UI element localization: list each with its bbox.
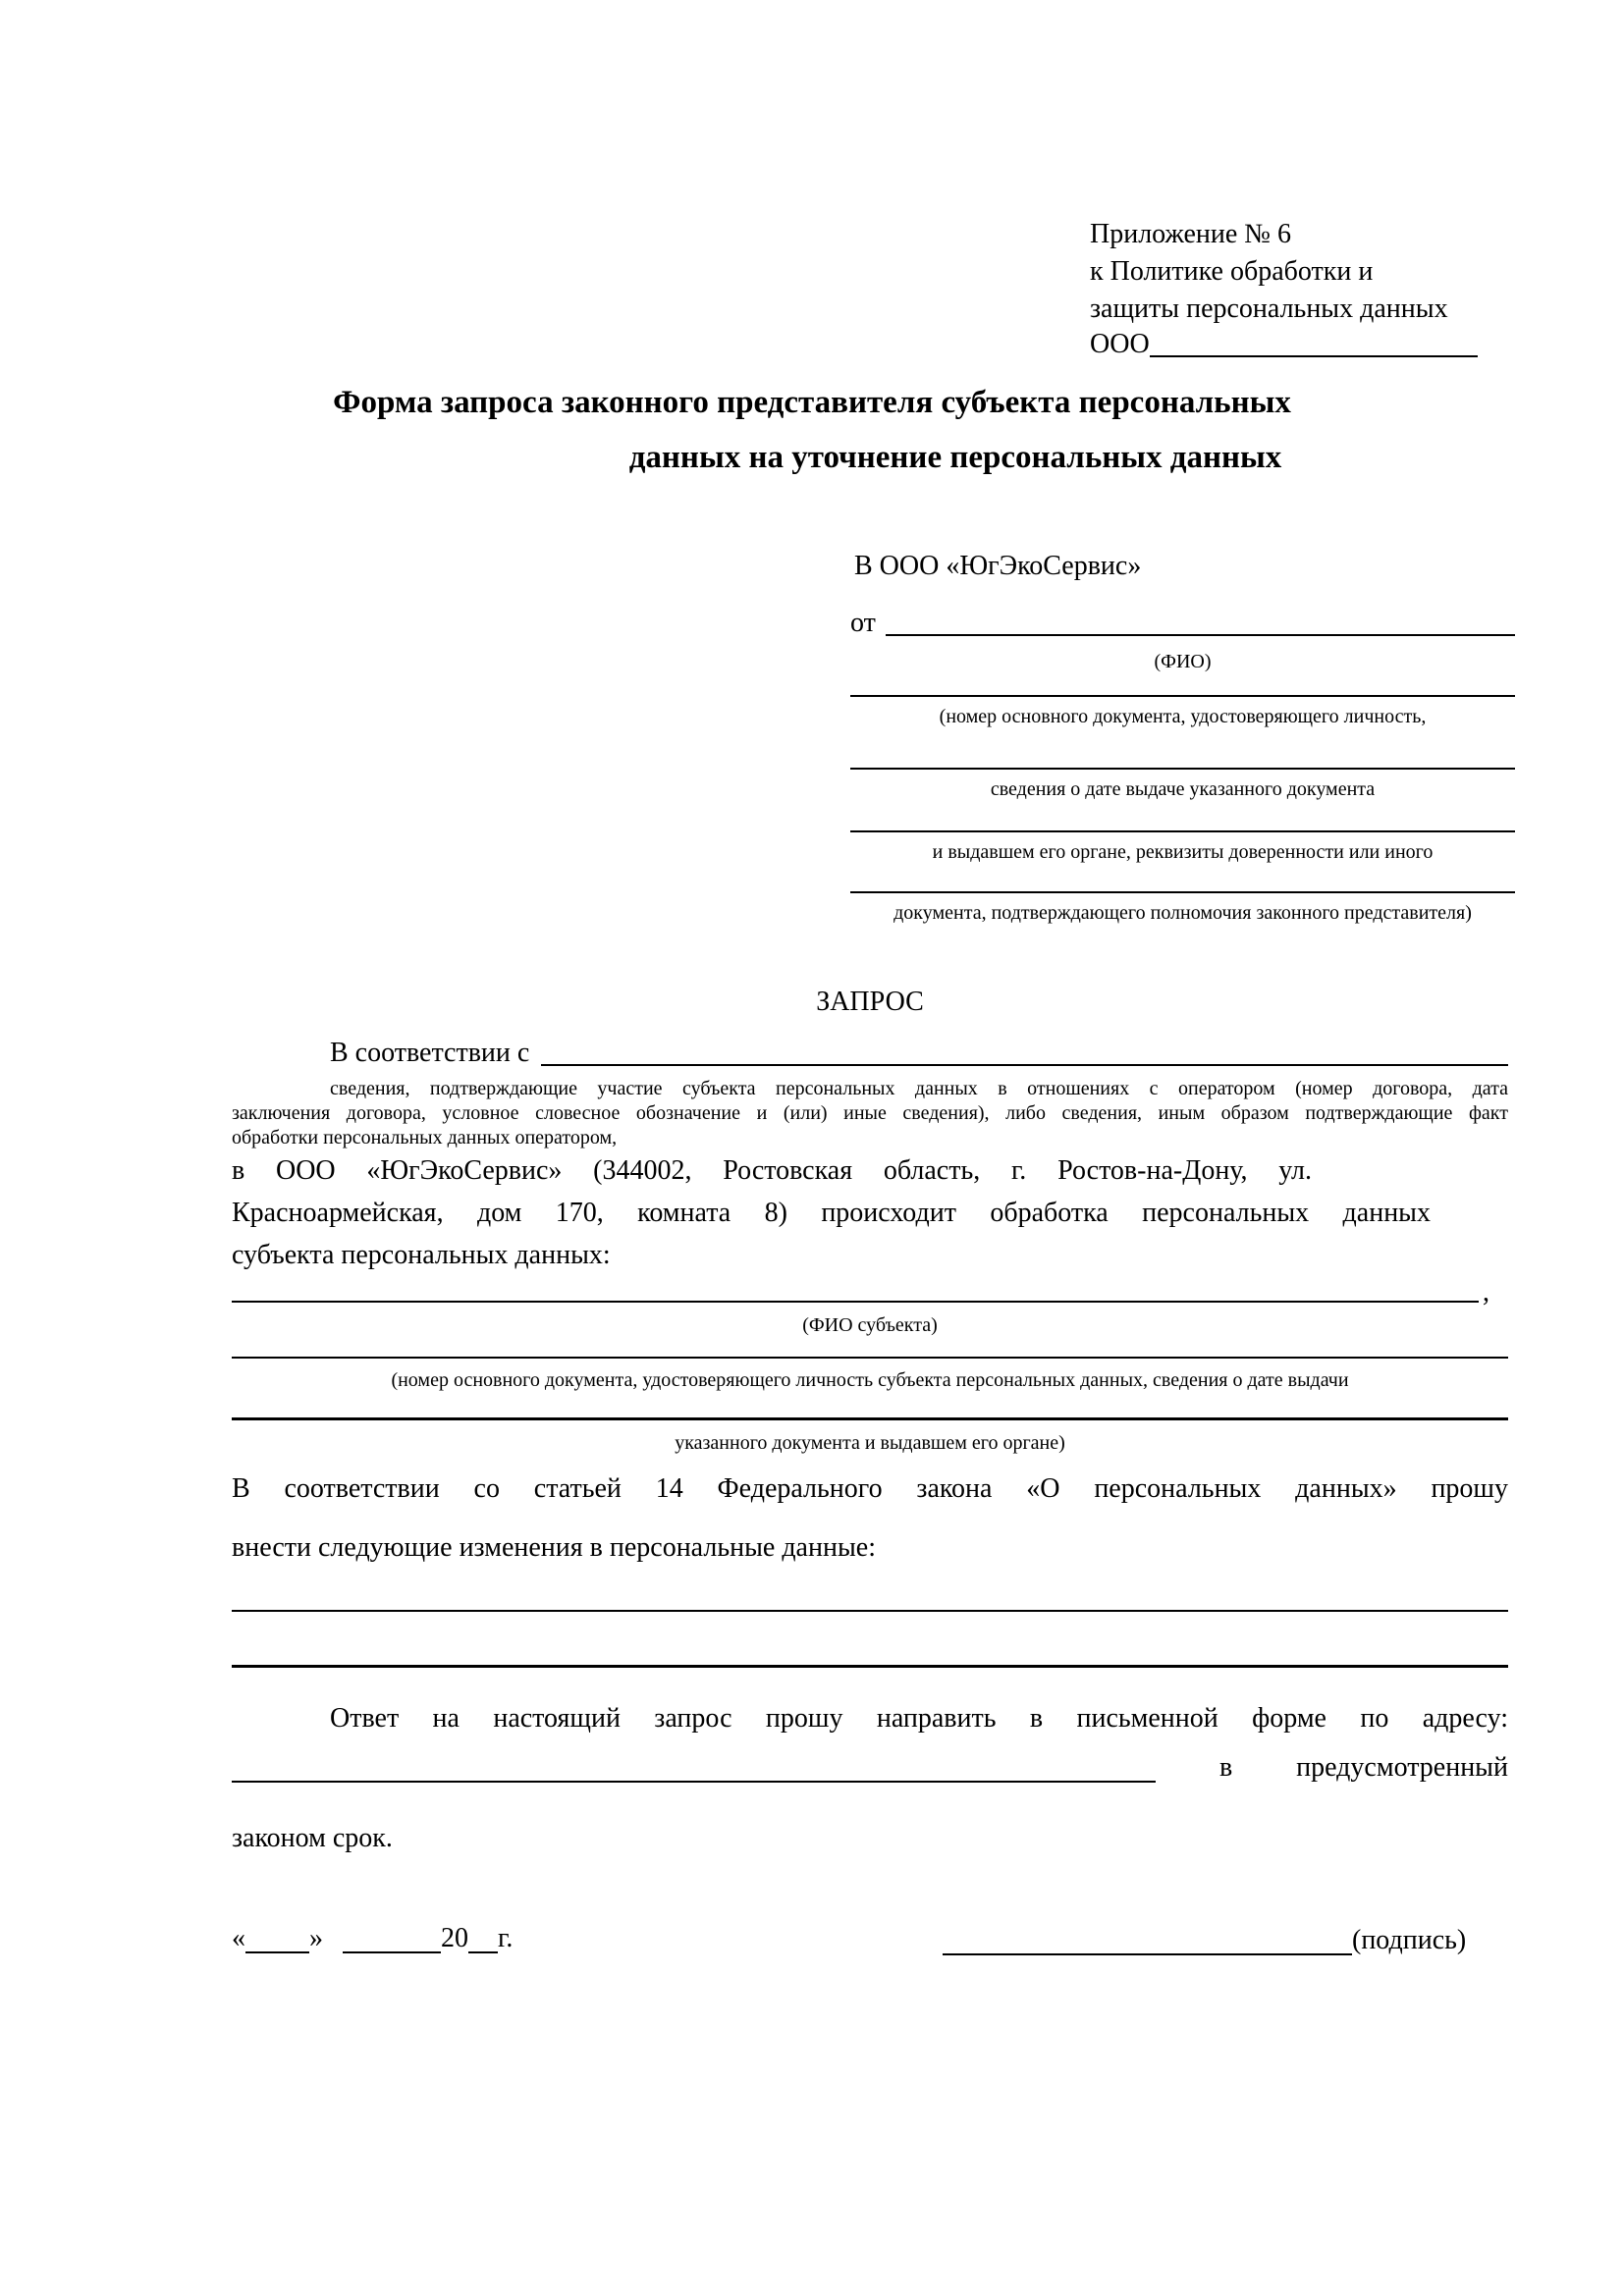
representative-doc-blank-3[interactable] bbox=[850, 830, 1515, 832]
org-name-blank[interactable] bbox=[1150, 355, 1478, 357]
intro-footnote-line-3: обработки персональных данных оператором, bbox=[232, 1127, 618, 1148]
from-label: от bbox=[850, 608, 876, 638]
changes-blank-1[interactable] bbox=[232, 1610, 1508, 1612]
date-quote-open: « bbox=[232, 1923, 245, 1953]
operator-paragraph-line-2: Красноармейская, дом 170, комната 8) происходит обработка персональных данных bbox=[232, 1198, 1431, 1228]
form-title-line-2: данных на уточнение персональных данных bbox=[628, 440, 1282, 475]
intro-footnote-line-1: сведения, подтверждающие участие субъекта персональных данных в отношениях с оператором (номер договора, дата bbox=[330, 1078, 1508, 1099]
date-quote-close: » bbox=[309, 1923, 323, 1953]
subject-fio-comma: , bbox=[1483, 1277, 1489, 1308]
representative-fio-blank[interactable] bbox=[886, 634, 1515, 636]
representative-doc-blank-4[interactable] bbox=[850, 891, 1515, 893]
subject-doc-blank-1[interactable] bbox=[232, 1357, 1508, 1359]
representative-doc-blank-2[interactable] bbox=[850, 768, 1515, 770]
operator-paragraph-line-1: в ООО «ЮгЭкоСервис» (344002, Ростовская область, г. Ростов-на-Дону, ул. bbox=[232, 1155, 1312, 1186]
attachment-note-line-1: Приложение № 6 bbox=[1090, 219, 1291, 249]
signature-caption: (подпись) bbox=[1352, 1925, 1467, 1955]
date-year-suffix: г. bbox=[498, 1923, 514, 1953]
date-day-blank[interactable] bbox=[245, 1928, 309, 1953]
representative-doc-blank-1[interactable] bbox=[850, 695, 1515, 697]
representative-doc-caption-1: (номер основного документа, удостоверяющего личность, bbox=[939, 706, 1427, 727]
attachment-note-line-2: к Политике обработки и bbox=[1090, 256, 1374, 287]
representative-doc-caption-4: документа, подтверждающего полномочия законного представителя) bbox=[893, 902, 1472, 924]
attachment-note-org-row bbox=[1090, 328, 1478, 361]
intro-footnote-line-2: заключения договора, условное словесное обозначение и (или) иные сведения), либо сведения, иным образом подтверждающие факт bbox=[232, 1102, 1508, 1124]
subject-doc-caption-2: указанного документа и выдавшем его органе) bbox=[675, 1432, 1065, 1454]
reply-paragraph-line-3: законом срок. bbox=[232, 1823, 393, 1853]
signature-blank[interactable] bbox=[943, 1953, 1352, 1955]
reply-word-predusmotrennyj: предусмотренный bbox=[1296, 1752, 1508, 1783]
date-month-blank[interactable] bbox=[343, 1928, 441, 1953]
date-year-prefix: 20 bbox=[441, 1923, 468, 1953]
subject-fio-blank[interactable] bbox=[232, 1301, 1479, 1303]
intro-row bbox=[232, 1035, 1508, 1070]
intro-label: В соответствии с bbox=[330, 1038, 530, 1068]
addressee-organization: В ООО «ЮгЭкоСервис» bbox=[854, 551, 1142, 581]
representative-doc-caption-2: сведения о дате выдаче указанного документа bbox=[990, 778, 1376, 800]
reply-word-v: в bbox=[1218, 1752, 1233, 1783]
basis-blank[interactable] bbox=[541, 1064, 1508, 1066]
law-paragraph-line-1: В соответствии со статьей 14 Федерального закона «О персональных данных» прошу bbox=[232, 1473, 1508, 1504]
subject-fio-caption: (ФИО субъекта) bbox=[802, 1314, 938, 1336]
reply-address-blank[interactable] bbox=[232, 1757, 1156, 1783]
changes-blank-2[interactable] bbox=[232, 1665, 1508, 1668]
form-title-line-1: Форма запроса законного представителя субъекта персональных bbox=[333, 385, 1291, 420]
operator-paragraph-line-3: субъекта персональных данных: bbox=[232, 1240, 611, 1270]
reply-address-row bbox=[232, 1753, 1508, 1785]
subject-doc-caption-1: (номер основного документа, удостоверяющего личность субъекта персональных данных, сведения о дате выдачи bbox=[391, 1369, 1349, 1391]
reply-paragraph-line-1: Ответ на настоящий запрос прошу направить в письменной форме по адресу: bbox=[330, 1703, 1508, 1734]
subject-doc-blank-2[interactable] bbox=[232, 1417, 1508, 1420]
date-year-blank[interactable] bbox=[468, 1928, 498, 1953]
from-row bbox=[850, 607, 1515, 640]
date-row bbox=[232, 1924, 513, 1955]
attachment-note-line-3: защиты персональных данных bbox=[1090, 294, 1448, 324]
request-heading: ЗАПРОС bbox=[816, 987, 924, 1017]
representative-doc-caption-3: и выдавшем его органе, реквизиты доверенности или иного bbox=[932, 841, 1434, 863]
fio-caption: (ФИО) bbox=[1154, 651, 1212, 672]
org-prefix-label: ООО bbox=[1090, 329, 1150, 359]
law-paragraph-line-2: внести следующие изменения в персональные данные: bbox=[232, 1532, 876, 1563]
